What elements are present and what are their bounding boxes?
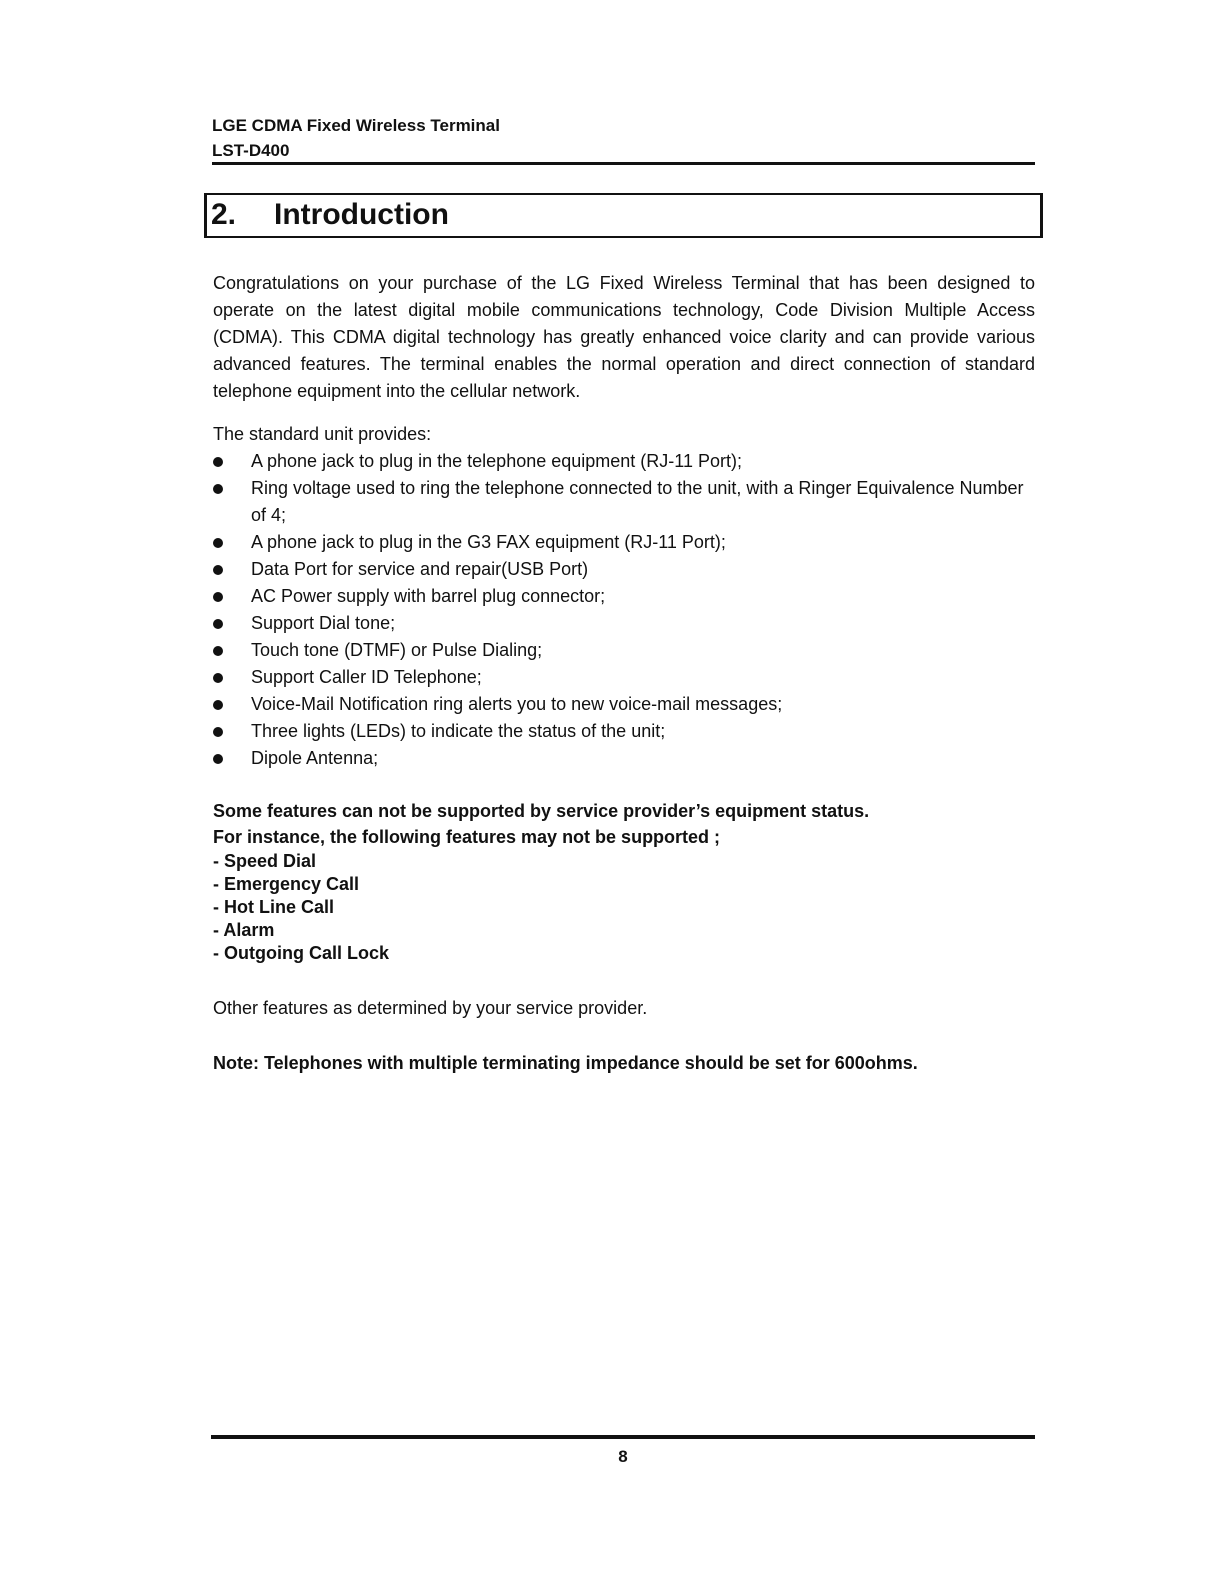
feature-item: A phone jack to plug in the G3 FAX equipment (RJ-11 Port);	[213, 529, 1035, 556]
page-content	[213, 270, 1035, 1077]
section-title: Introduction	[274, 198, 449, 231]
feature-item: Support Caller ID Telephone;	[213, 664, 1035, 691]
section-number: 2.	[211, 198, 237, 231]
feature-item: Three lights (LEDs) to indicate the status of the unit;	[213, 718, 1035, 745]
feature-item: Support Dial tone;	[213, 610, 1035, 637]
notice-line-2: For instance, the following features may not be supported ;	[213, 827, 721, 847]
notice-line-1: Some features can not be supported by service provider’s equipment status.	[213, 801, 870, 821]
header-divider	[212, 162, 1035, 165]
bullet-icon	[213, 484, 223, 494]
feature-item: Voice-Mail Notification ring alerts you to new voice-mail messages;	[213, 691, 1035, 718]
footer-divider	[211, 1435, 1035, 1439]
unsupported-item: - Speed Dial	[213, 851, 317, 871]
provides-label: The standard unit provides:	[213, 424, 432, 444]
bullet-icon	[213, 646, 223, 656]
feature-item: Ring voltage used to ring the telephone connected to the unit, with a Ringer Equivalence Number of 4;	[213, 475, 1035, 529]
unsupported-item: - Outgoing Call Lock	[213, 943, 389, 963]
bullet-icon	[213, 754, 223, 764]
unsupported-feature-list	[213, 850, 1035, 965]
header-model: LST-D400	[212, 141, 290, 160]
feature-item: Touch tone (DTMF) or Pulse Dialing;	[213, 637, 1035, 664]
bullet-icon	[213, 673, 223, 683]
feature-list	[213, 448, 1035, 772]
bullet-icon	[213, 727, 223, 737]
bullet-icon	[213, 619, 223, 629]
impedance-note: Note: Telephones with multiple terminating impedance should be set for 600ohms.	[213, 1053, 918, 1073]
document-header	[212, 113, 500, 163]
bullet-icon	[213, 457, 223, 467]
feature-item: Data Port for service and repair(USB Port)	[213, 556, 1035, 583]
intro-paragraph: Congratulations on your purchase of the LG Fixed Wireless Terminal that has been designed to operate on the latest digital mobile communications technology, Code Division Multiple Access (CDMA). This CDMA digital technology has greatly enhanced voice clarity and can provide various advanced features. The terminal enables the normal operation and direct connection of standard telephone equipment into the cellular network.	[213, 273, 1035, 401]
support-notice	[213, 798, 1035, 850]
feature-item: A phone jack to plug in the telephone equipment (RJ-11 Port);	[213, 448, 1035, 475]
bullet-icon	[213, 538, 223, 548]
section-heading-box	[204, 193, 1043, 238]
other-features-text: Other features as determined by your service provider.	[213, 998, 648, 1018]
section-heading	[211, 196, 449, 234]
bullet-icon	[213, 700, 223, 710]
unsupported-item: - Hot Line Call	[213, 897, 334, 917]
bullet-icon	[213, 592, 223, 602]
page-number: 8	[618, 1447, 628, 1466]
feature-item: AC Power supply with barrel plug connector;	[213, 583, 1035, 610]
bullet-icon	[213, 565, 223, 575]
header-product-line: LGE CDMA Fixed Wireless Terminal	[212, 116, 500, 135]
feature-item: Dipole Antenna;	[213, 745, 1035, 772]
unsupported-item: - Alarm	[213, 920, 275, 940]
unsupported-item: - Emergency Call	[213, 874, 360, 894]
